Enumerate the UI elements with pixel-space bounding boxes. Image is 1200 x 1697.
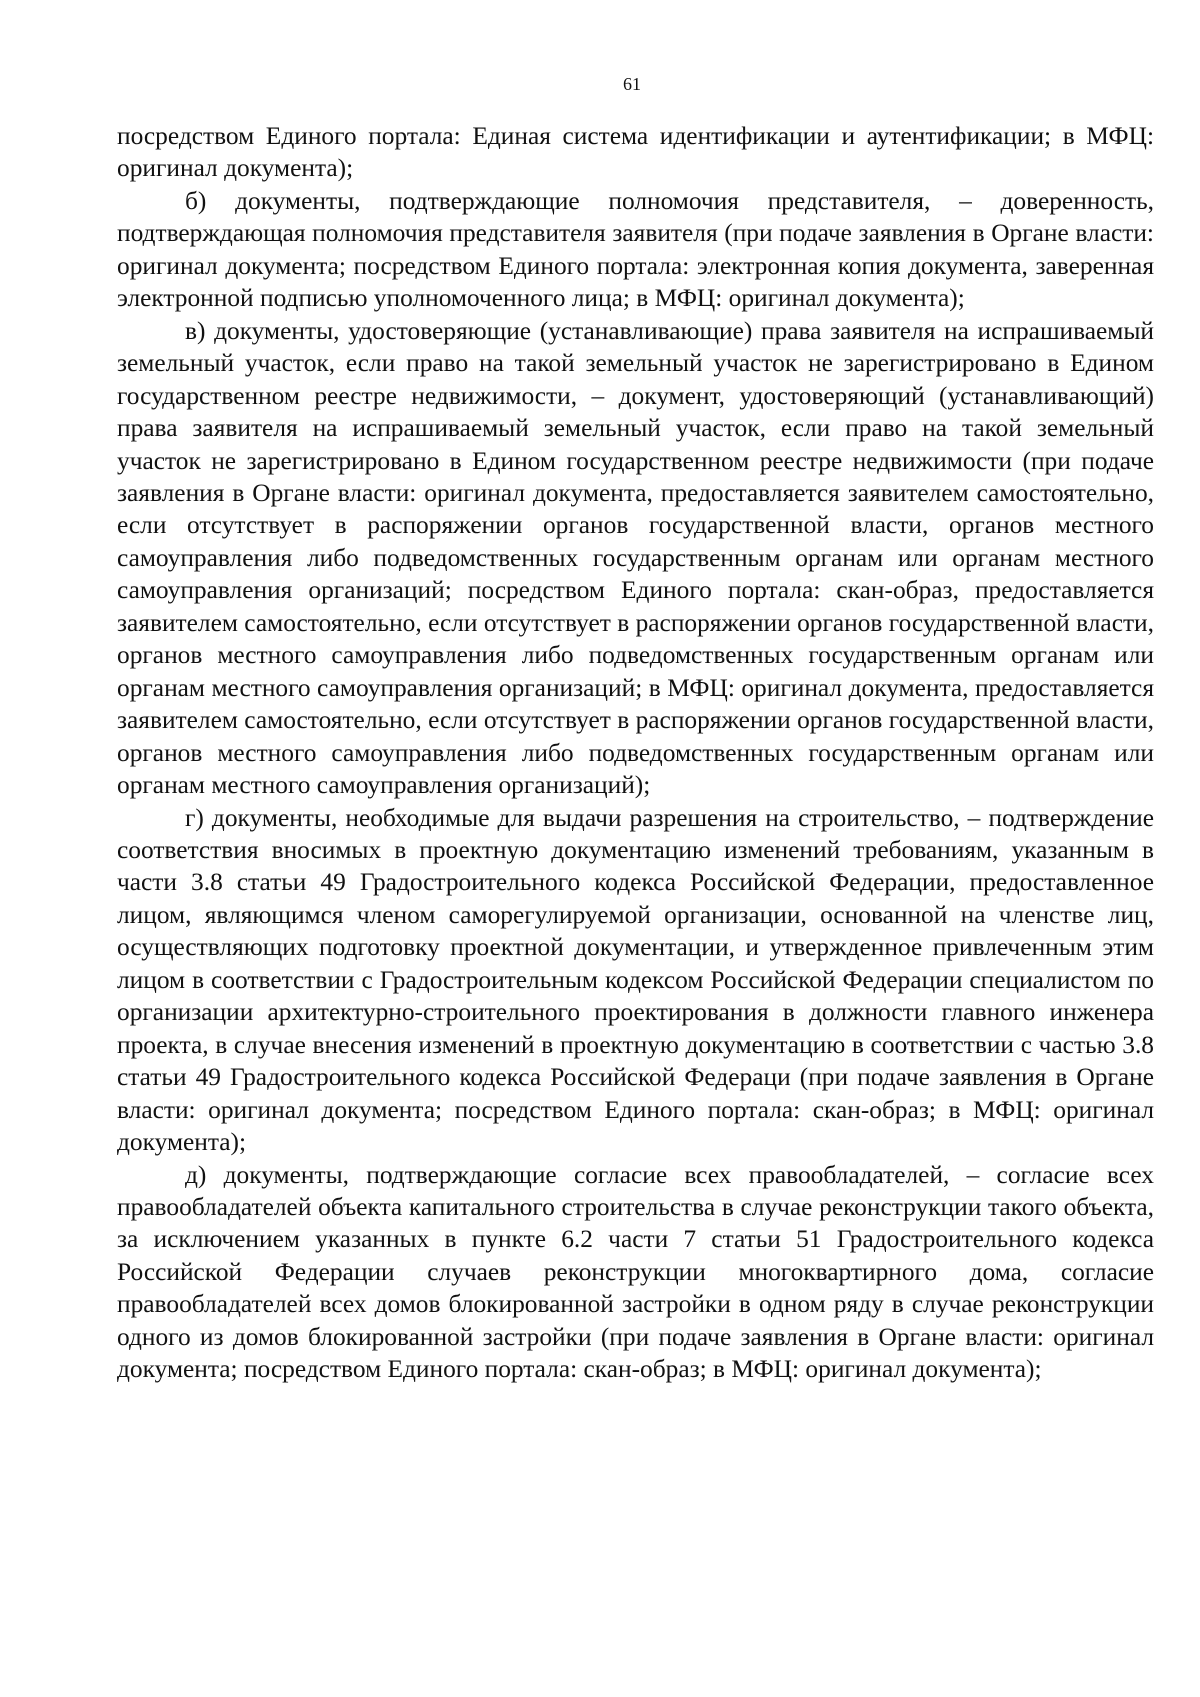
paragraph-continuation: посредством Единого портала: Единая система идентификации и аутентификации; в МФЦ: оригинал документа); xyxy=(117,122,1154,183)
page-number: 61 xyxy=(623,74,641,94)
document-body xyxy=(117,120,1154,1386)
paragraph-item-g: г) документы, необходимые для выдачи разрешения на строительство, – подтверждение соответствия вносимых в проектную документацию изменений требованиям, указанным в части 3.8 статьи 49 Градостроительного кодекса Российской Федерации, предоставленное лицом, являющимся членом саморегулируемой организации, основанной на членстве лиц, осуществляющих подготовку проектной документации, и утвержденное привлеченным этим лицом в соответствии с Градостроительным кодексом Российской Федерации специалистом по организации архитектурно-строительного проектирования в должности главного инженера проекта, в случае внесения изменений в проектную документацию в соответствии с частью 3.8 статьи 49 Градостроительного кодекса Российской Федераци (при подаче заявления в Органе власти: оригинал документа; посредством Единого портала: скан-образ; в МФЦ: оригинал документа); xyxy=(117,803,1154,1157)
paragraph-item-b: б) документы, подтверждающие полномочия представителя, – доверенность, подтверждающая полномочия представителя заявителя (при подаче заявления в Органе власти: оригинал документа; посредством Единого портала: электронная копия документа, заверенная электронной подписью уполномоченного лица; в МФЦ: оригинал документа); xyxy=(117,186,1154,313)
paragraph-item-v: в) документы, удостоверяющие (устанавливающие) права заявителя на испрашиваемый земельный участок, если право на такой земельный участок не зарегистрировано в Едином государственном реестре недвижимости, – документ, удостоверяющий (устанавливающий) права заявителя на испрашиваемый земельный участок, если право на такой земельный участок не зарегистрировано в Едином государственном реестре недвижимости (при подаче заявления в Органе власти: оригинал документа, предоставляется заявителем самостоятельно, если отсутствует в распоряжении органов государственной власти, органов местного самоуправления либо подведомственных государственным органам или органам местного самоуправления организаций; посредством Единого портала: скан-образ, предоставляется заявителем самостоятельно, если отсутствует в распоряжении органов государственной власти, органов местного самоуправления либо подведомственных государственным органам или органам местного самоуправления организаций; в МФЦ: оригинал документа, предоставляется заявителем самостоятельно, если отсутствует в распоряжении органов государственной власти, органов местного самоуправления либо подведомственных государственным органам или органам местного самоуправления организаций); xyxy=(117,316,1154,800)
paragraph-item-d: д) документы, подтверждающие согласие всех правообладателей, – согласие всех правообладателей объекта капитального строительства в случае реконструкции такого объекта, за исключением указанных в пункте 6.2 части 7 статьи 51 Градостроительного кодекса Российской Федерации случаев реконструкции многоквартирного дома, согласие правообладателей всех домов блокированной застройки в одном ряду в случае реконструкции одного из домов блокированной застройки (при подаче заявления в Органе власти: оригинал документа; посредством Единого портала: скан-образ; в МФЦ: оригинал документа); xyxy=(117,1160,1154,1384)
